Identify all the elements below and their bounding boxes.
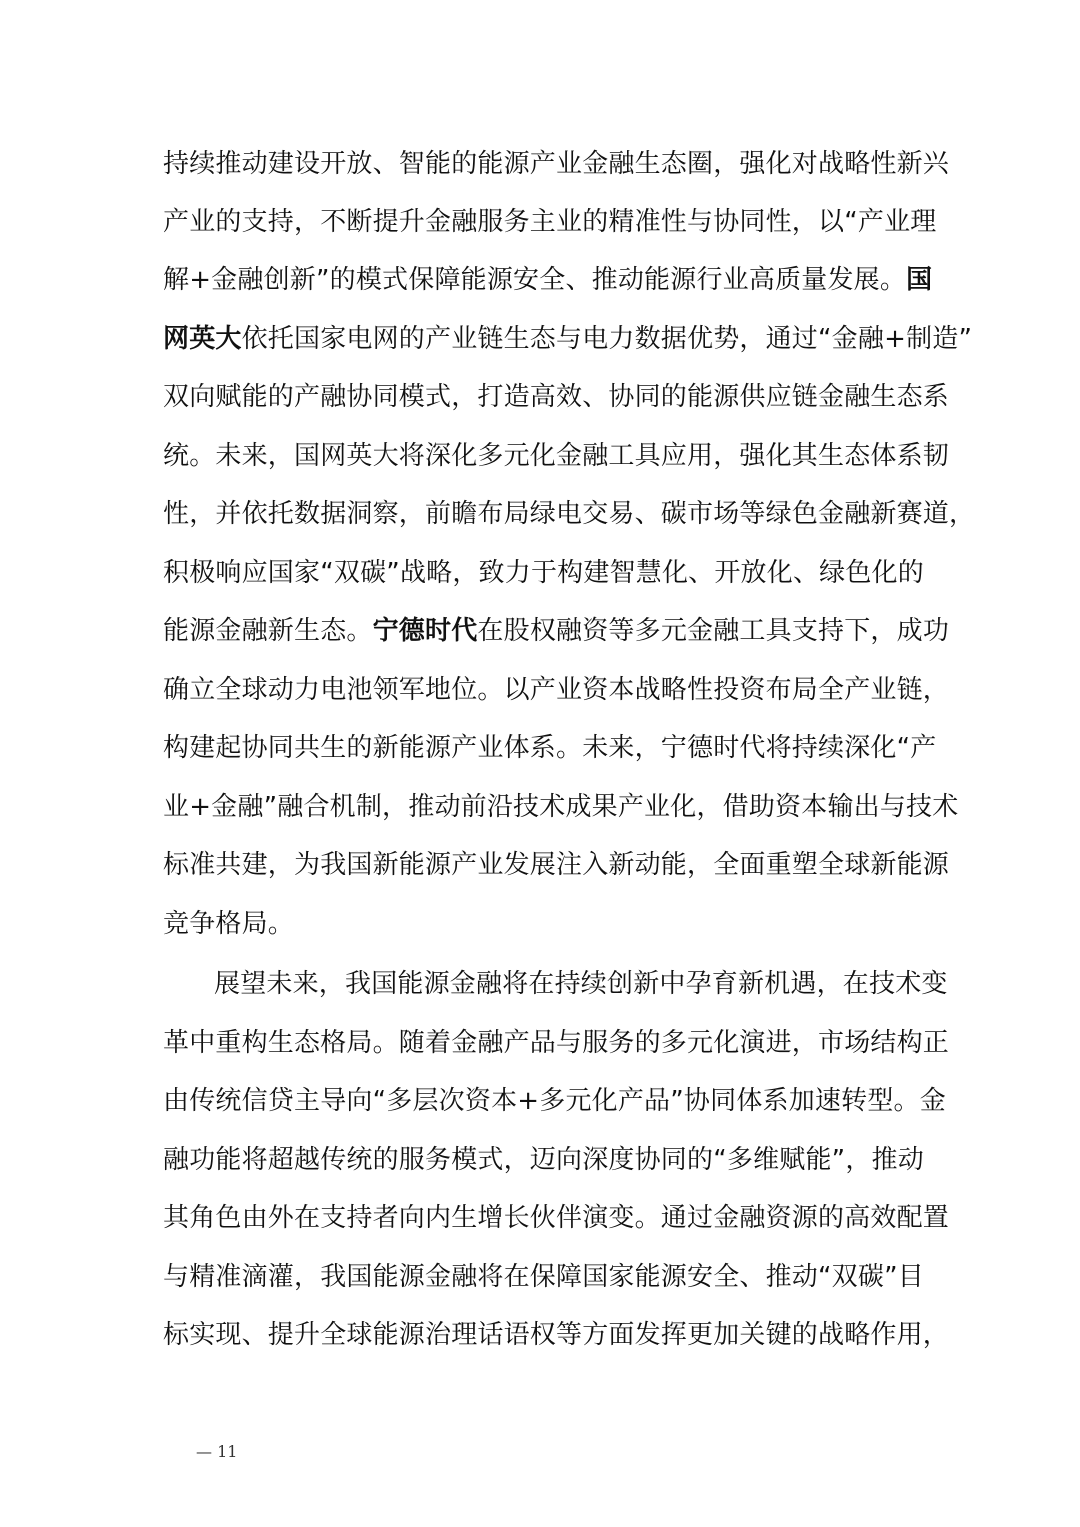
text-line <box>163 730 937 766</box>
text-span: 产业的支持，不断提升金融服务主业的精准性与协同性，以“产业理 <box>163 207 937 237</box>
text-span: 由传统信贷主导向“多层次资本+多元化产品”协同体系加速转型。金 <box>163 1086 946 1116</box>
text-line <box>163 672 950 708</box>
text-line <box>163 847 950 883</box>
text-line <box>163 438 950 474</box>
text-span: 性，并依托数据洞察，前瞻布局绿电交易、碳市场等绿色金融新赛道， <box>163 499 976 529</box>
text-line <box>163 1025 950 1061</box>
text-line <box>163 1142 923 1178</box>
text-line <box>163 1317 950 1353</box>
text-span: 与精准滴灌，我国能源金融将在保障国家能源安全、推动“双碳”目 <box>163 1262 924 1292</box>
text-span: 依托国家电网的产业链生态与电力数据优势，通过“金融+制造” <box>241 324 973 354</box>
text-span: 其角色由外在支持者向内生增长伙伴演变。通过金融资源的高效配置 <box>163 1203 950 1233</box>
paragraph-first-line <box>214 966 948 1002</box>
text-span: 业+金融”融合机制，推动前沿技术成果产业化，借助资本输出与技术 <box>163 792 959 822</box>
text-span: 能源金融新生态。 <box>163 616 373 646</box>
text-line <box>163 321 973 357</box>
page-number: — 11 <box>196 1442 238 1461</box>
text-line <box>163 496 976 532</box>
text-line <box>163 1200 950 1236</box>
text-line <box>163 262 933 298</box>
text-span: 双向赋能的产融协同模式，打造高效、协同的能源供应链金融生态系 <box>163 382 950 412</box>
text-line <box>163 146 950 182</box>
text-line <box>163 1259 923 1295</box>
text-line <box>163 379 950 415</box>
text-span: 确立全球动力电池领军地位。以产业资本战略性投资布局全产业链， <box>163 675 950 705</box>
text-span: 解+金融创新”的模式保障能源安全、推动能源行业高质量发展。 <box>163 265 907 295</box>
text-span: 展望未来，我国能源金融将在持续创新中孕育新机遇，在技术变 <box>214 969 948 999</box>
text-line <box>163 555 923 591</box>
text-line <box>163 1083 946 1119</box>
text-line <box>163 906 923 942</box>
text-span: 融功能将超越传统的服务模式，迈向深度协同的“多维赋能”，推动 <box>163 1145 924 1175</box>
text-span: 构建起协同共生的新能源产业体系。未来，宁德时代将持续深化“产 <box>163 733 937 763</box>
text-span: 持续推动建设开放、智能的能源产业金融生态圈，强化对战略性新兴 <box>163 149 950 179</box>
text-line <box>163 789 959 825</box>
text-span: 标实现、提升全球能源治理话语权等方面发挥更加关键的战略作用， <box>163 1320 950 1350</box>
company-name-bold: 国 <box>906 265 933 295</box>
text-span: 在股权融资等多元金融工具支持下，成功 <box>477 616 950 646</box>
text-span: 统。未来，国网英大将深化多元化金融工具应用，强化其生态体系韧 <box>163 441 950 471</box>
text-span: 革中重构生态格局。随着金融产品与服务的多元化演进，市场结构正 <box>163 1028 950 1058</box>
text-line <box>163 613 950 649</box>
company-name-bold: 宁德时代 <box>372 616 478 646</box>
text-span: 标准共建，为我国新能源产业发展注入新动能，全面重塑全球新能源 <box>163 850 950 880</box>
company-name-bold: 网英大 <box>163 324 242 354</box>
text-line <box>163 204 937 240</box>
text-span: 积极响应国家“双碳”战略，致力于构建智慧化、开放化、绿色化的 <box>163 558 924 588</box>
text-span: 竞争格局。 <box>163 909 295 939</box>
